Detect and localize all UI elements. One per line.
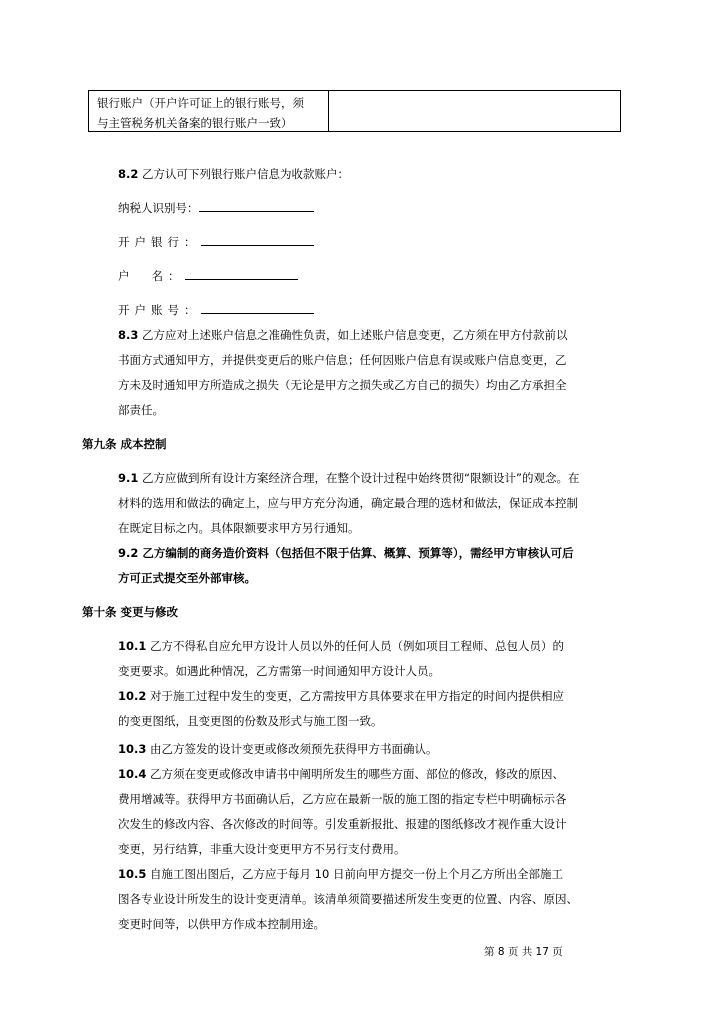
clause-10-5-line2: 图各专业设计所发生的设计变更清单。该清单须简要描述所发生变更的位置、内容、原因、 — [118, 892, 578, 906]
account-name-blank — [185, 268, 298, 280]
clause-10-4-line4: 变更，另行结算，非重大设计变更甲方不另行支付费用。 — [118, 842, 406, 856]
account-number-blank — [201, 302, 314, 314]
clause-text: 由乙方签发的设计变更或修改须预先获得甲方书面确认。 — [150, 742, 438, 756]
clause-10-1-line1 — [118, 638, 564, 654]
account-name-field — [118, 268, 298, 284]
clause-number: 10.1 — [118, 639, 147, 653]
clause-number: 8.2 — [118, 167, 139, 181]
bank-name-field — [118, 234, 314, 250]
clause-number: 10.3 — [118, 742, 147, 756]
account-number-field — [118, 302, 314, 318]
clause-9-1-line3: 在既定目标之内。具体限额要求甲方另行通知。 — [118, 521, 360, 535]
clause-9-1-line2: 材料的选用和做法的确定上，应与甲方充分沟通，确定最合理的选材和做法，保证成本控制 — [118, 496, 578, 510]
clause-text: 乙方不得私自应允甲方设计人员以外的任何人员（例如项目工程师、总包人员）的 — [150, 639, 565, 653]
clause-text: 乙方编制的商务造价资料（包括但不限于估算、概算、预算等），需经甲方审核认可后 — [142, 546, 574, 560]
field-label-b: 名： — [151, 269, 185, 283]
clause-number: 10.4 — [118, 767, 147, 781]
clause-9-2-line1 — [118, 545, 574, 561]
clause-9-1-line1 — [118, 470, 579, 486]
taxpayer-id-blank — [199, 200, 314, 212]
clause-number: 10.2 — [118, 689, 147, 703]
clause-number: 9.2 — [118, 546, 139, 560]
clause-text: 乙方应对上述账户信息之准确性负责，如上述账户信息变更，乙方须在甲方付款前以 — [142, 328, 568, 342]
clause-10-4-line2: 费用增减等。获得甲方书面确认后，乙方应在最新一版的施工图的指定专栏中明确标示各 — [118, 792, 567, 806]
field-label: 纳税人识别号： — [118, 201, 199, 215]
bank-account-table — [88, 90, 621, 132]
clause-10-1-line2: 变更要求。如遇此种情况，乙方需第一时间通知甲方设计人员。 — [118, 664, 440, 678]
page-number-footer: 第 8 页 共 17 页 — [484, 946, 563, 958]
clause-number: 9.1 — [118, 471, 139, 485]
clause-text: 乙方认可下列银行账户信息为收款账户： — [142, 167, 350, 181]
clause-10-2-line1 — [118, 688, 564, 704]
clause-number: 10.5 — [118, 867, 147, 881]
clause-8-3-line1 — [118, 327, 568, 343]
bank-account-label-cell — [89, 91, 329, 131]
field-label-a: 户 — [118, 269, 130, 283]
taxpayer-id-field — [118, 200, 314, 216]
bank-account-value-cell — [329, 91, 620, 131]
clause-number: 8.3 — [118, 328, 139, 342]
table-label-line1: 银行账户（开户许可证上的银行账号，须 — [97, 96, 304, 110]
clause-8-3-line3: 方未及时通知甲方所造成之损失（无论是甲方之损失或乙方自己的损失）均由乙方承担全 — [118, 378, 567, 392]
clause-8-2 — [118, 166, 349, 182]
clause-8-3-line4: 部责任。 — [118, 403, 164, 417]
clause-text: 自施工图出图后，乙方应于每月 10 日前向甲方提交一份上个月乙方所出全部施工 — [150, 867, 563, 881]
clause-text: 乙方应做到所有设计方案经济合理，在整个设计过程中始终贯彻“限额设计”的观念。在 — [142, 471, 580, 485]
clause-text: 对于施工过程中发生的变更，乙方需按甲方具体要求在甲方指定的时间内提供相应 — [150, 689, 565, 703]
clause-10-4-line3: 次发生的修改内容、各次修改的时间等。引发重新报批、报建的图纸修改才视作重大设计 — [118, 817, 567, 831]
clause-10-5-line3: 变更时间等，以供甲方作成本控制用途。 — [118, 917, 325, 931]
clause-10-5-line1 — [118, 866, 563, 882]
bank-name-blank — [201, 234, 314, 246]
clause-10-4-line1 — [118, 766, 564, 782]
field-label: 开户银行： — [118, 235, 201, 249]
article-9-heading: 第九条 成本控制 — [82, 437, 167, 451]
clause-text: 乙方须在变更或修改申请书中阐明所发生的哪些方面、部位的修改，修改的原因、 — [150, 767, 565, 781]
clause-9-2-line2: 方可正式提交至外部审核。 — [118, 571, 256, 585]
table-label-line2: 与主管税务机关备案的银行账户一致） — [97, 116, 293, 130]
clause-8-3-line2: 书面方式通知甲方，并提供变更后的账户信息；任何因账户信息有误或账户信息变更，乙 — [118, 353, 567, 367]
clause-10-3-line1 — [118, 741, 438, 757]
clause-10-2-line2: 的变更图纸，且变更图的份数及形式与施工图一致。 — [118, 714, 383, 728]
article-10-heading: 第十条 变更与修改 — [82, 605, 179, 619]
field-label: 开户账号： — [118, 303, 201, 317]
